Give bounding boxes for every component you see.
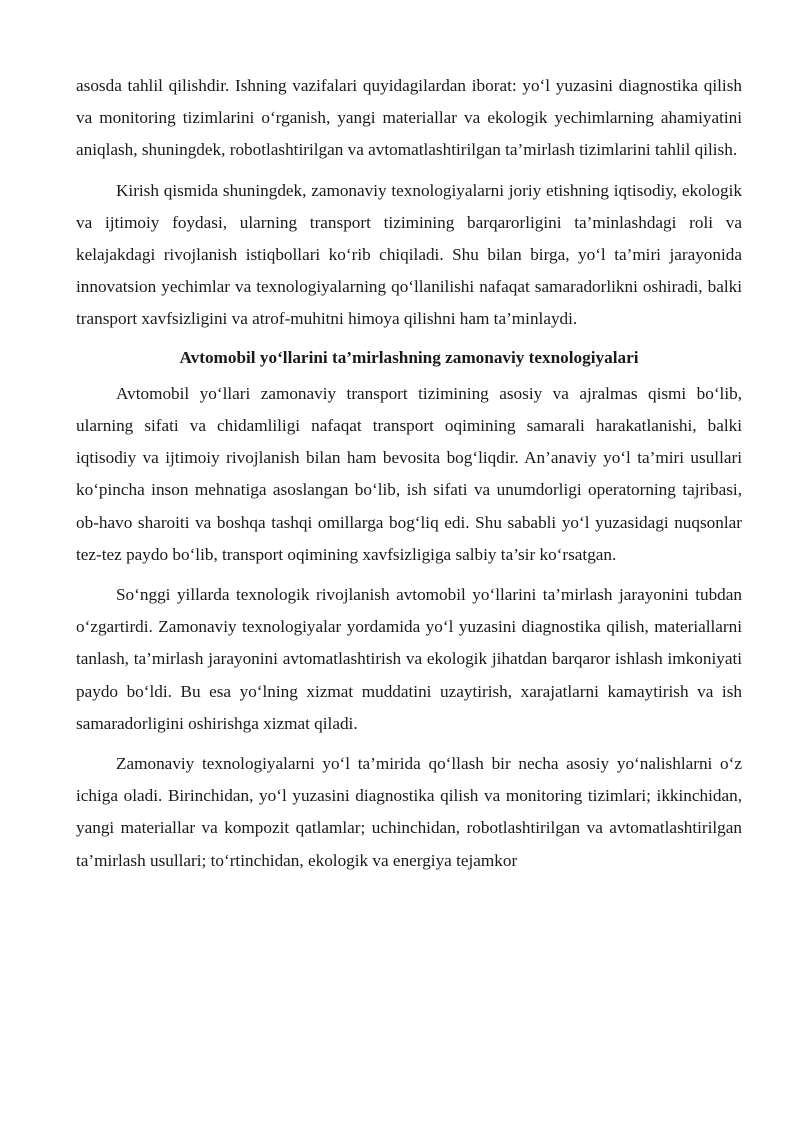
page-content [76,70,742,877]
paragraph-road-importance: Avtomobil yo‘llari zamonaviy transport tizimining asosiy va ajralmas qismi bo‘lib, ularning sifati va chidamliligi nafaqat transport oqimining samarali harakatlanishi, balki iqtisodiy va ijtimoiy rivojlanish bilan ham bevosita bog‘liqdir. An’anaviy yo‘l ta’miri usullari ko‘pincha inson mehnatiga asoslangan bo‘lib, ish sifati va unumdorligi operatorning tajribasi, ob-havo sharoiti va boshqa tashqi omillarga bog‘liq edi. Shu sababli yo‘l yuzasidagi nuqsonlar tez-tez paydo bo‘lib, transport oqimining xavfsizligiga salbiy ta’sir ko‘rsatgan. [76,383,742,564]
paragraph-technological-development: So‘nggi yillarda texnologik rivojlanish avtomobil yo‘llarini ta’mirlash jarayonini tubdan o‘zgartirdi. Zamonaviy texnologiyalar yordamida yo‘l yuzasini diagnostika qilish, materiallarni tanlash, ta’mirlash jarayonini avtomatlashtirish va ekologik jihatdan barqaror ishlash imkoniyati paydo bo‘ldi. Bu esa yo‘lning xizmat muddatini uzaytirish, xarajatlarni kamaytirish va ish samaradorligini oshirishga xizmat qiladi. [76,585,742,733]
section-heading: Avtomobil yo‘llarini ta’mirlashning zamonaviy texnologiyalari [179,347,639,367]
paragraph-continuation: asosda tahlil qilishdir. Ishning vazifalari quyidagilardan iborat: yo‘l yuzasini diagnostika qilish va monitoring tizimlarini o‘rganish, yangi materiallar va ekologik yechimlarning ahamiyatini aniqlash, shuningdek, robotlashtirilgan va avtomatlashtirilgan ta’mirlash tizimlarini tahlil qilish. [76,76,742,160]
paragraph-modern-directions: Zamonaviy texnologiyalarni yo‘l ta’mirida qo‘llash bir necha asosiy yo‘nalishlarni o‘z ichiga oladi. Birinchidan, yo‘l yuzasini diagnostika qilish va monitoring tizimlari; ikkinchidan, yangi materiallar va kompozit qatlamlar; uchinchidan, robotlashtirilgan va avtomatlashtirilgan ta’mirlash usullari; to‘rtinchidan, ekologik va energiya tejamkor [76,754,742,870]
paragraph-introduction: Kirish qismida shuningdek, zamonaviy texnologiyalarni joriy etishning iqtisodiy, ekologik va ijtimoiy foydasi, ularning transport tizimining barqarorligini ta’minlashdagi roli va kelajakdagi rivojlanish istiqbollari ko‘rib chiqiladi. Shu bilan birga, yo‘l ta’miri jarayonida innovatsion yechimlar va texnologiyalarning qo‘llanilishi nafaqat samaradorlikni oshiradi, balki transport xavfsizligini va atrof-muhitni himoya qilishni ham ta’minlaydi. [76,180,742,329]
